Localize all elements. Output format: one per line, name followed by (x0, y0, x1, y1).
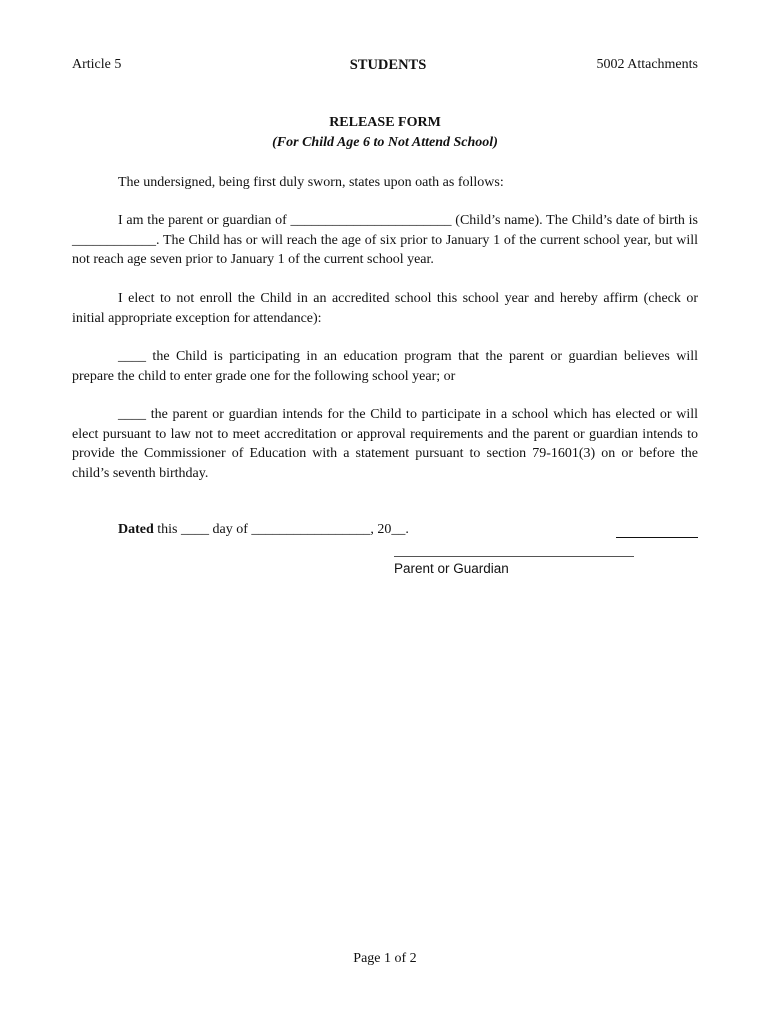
header-policy-number: 5002 Attachments (596, 57, 698, 72)
header-section-title: STUDENTS (349, 57, 427, 73)
exception-option-nonaccredited-school: ____ the parent or guardian intends for the Child to participate in a school which has elected or will elect pursuant to law not to meet accreditation or approval requirements and the parent or guardian intends to provide the Commissioner of Education with a statement pursuant to section 79-1601(3) on or before the child’s seventh birthday. (72, 407, 698, 481)
signature-label: Parent or Guardian (394, 561, 509, 576)
page-number: Page 1 of 2 (353, 951, 417, 966)
form-title: RELEASE FORM (329, 115, 441, 130)
page-header (72, 57, 698, 77)
exception-option-education-program: ____ the Child is participating in an education program that the parent or guardian believes will prepare the child to enter grade one for the following school year; or (72, 349, 698, 384)
initial-line (616, 537, 698, 538)
election-paragraph: I elect to not enroll the Child in an accredited school this school year and hereby affirm (check or initial appropriate exception for attendance): (72, 291, 698, 326)
dated-text: this ____ day of _________________, 20__. (153, 522, 409, 537)
form-subtitle: (For Child Age 6 to Not Attend School) (272, 135, 498, 150)
child-info-paragraph: I am the parent or guardian of _______________________ (Child’s name). The Child’s date of birth is ____________. The Child has or will reach the age of six prior to January 1 of the current school year, but will not reach age seven prior to January 1 of the current school year. (72, 213, 698, 267)
signature-line (394, 556, 634, 557)
header-article: Article 5 (72, 57, 122, 72)
dated-line (118, 522, 409, 538)
dated-label: Dated (118, 522, 154, 537)
oath-statement: The undersigned, being first duly sworn, states upon oath as follows: (118, 175, 504, 190)
